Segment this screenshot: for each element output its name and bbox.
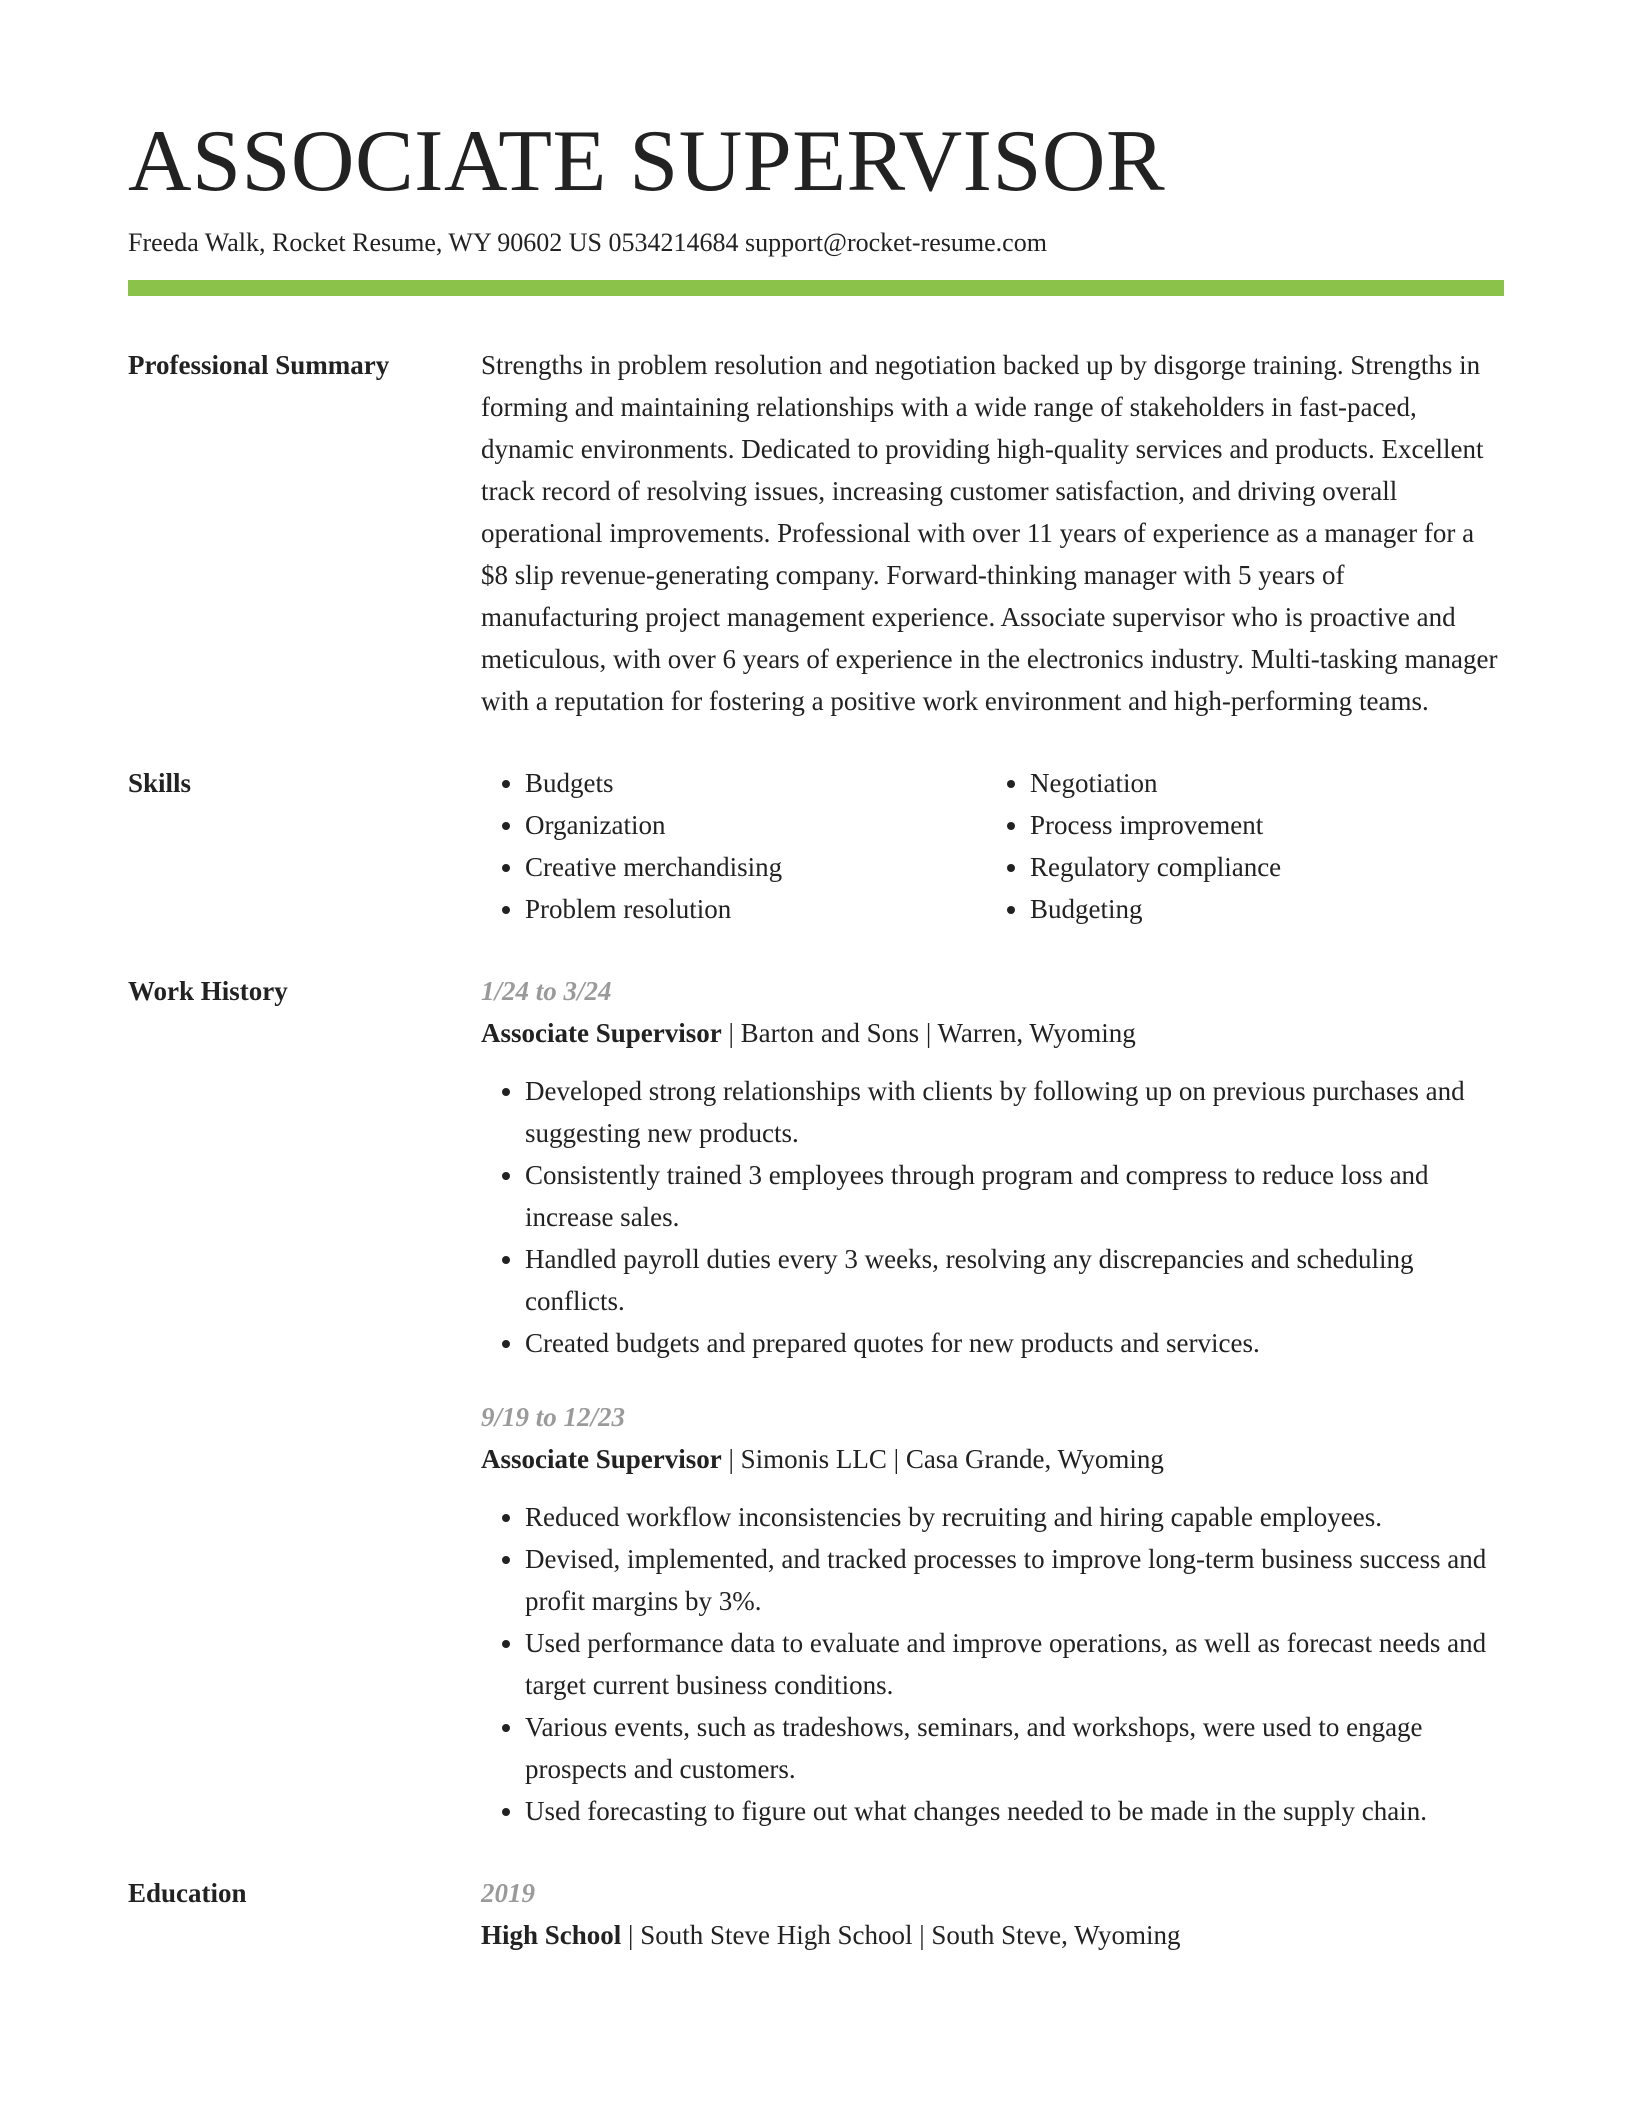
education-degree: High School xyxy=(481,1920,622,1950)
education-school-location: | South Steve High School | South Steve, Wyoming xyxy=(621,1920,1181,1950)
skills-list-right xyxy=(986,762,1491,930)
skill-item: • Process improvement xyxy=(1030,804,1491,846)
summary-text: Strengths in problem resolution and negotiation backed up by disgorge training. Strengths in forming and maintaining relationships with a wide range of stakeholders in fast-paced, dynamic environments. Dedicated to providing high-quality services and products. Excellent track record of resolving issues, increasing customer satisfaction, and driving overall operational improvements. Professional with over 11 years of experience as a manager for a $8 slip revenue-generating company. Forward-thinking manager with 5 years of manufacturing project management experience. Associate supervisor who is proactive and meticulous, with over 6 years of experience in the electronics industry. Multi-tasking manager with a reputation for fostering a positive work environment and high-performing teams. xyxy=(481,350,1498,716)
education-section xyxy=(128,1872,1504,1956)
skill-item: • Creative merchandising xyxy=(525,846,986,888)
section-label: Professional Summary xyxy=(128,350,390,380)
job-bullet: • Devised, implemented, and tracked processes to improve long-term business success and profit margins by 3%. xyxy=(525,1538,1504,1622)
job-heading xyxy=(481,1012,1504,1054)
skill-item: • Negotiation xyxy=(1030,762,1491,804)
skills-grid xyxy=(481,762,1504,930)
accent-divider xyxy=(128,280,1504,296)
job-bullet: • Handled payroll duties every 3 weeks, resolving any discrepancies and scheduling conflicts. xyxy=(525,1238,1504,1322)
job-title: Associate Supervisor xyxy=(481,1018,722,1048)
skill-item: • Organization xyxy=(525,804,986,846)
work-history-section xyxy=(128,970,1504,1832)
skill-item: • Budgeting xyxy=(1030,888,1491,930)
job-date: 9/19 to 12/23 xyxy=(481,1402,626,1432)
education-body xyxy=(481,1872,1504,1956)
job-bullet: • Reduced workflow inconsistencies by recruiting and hiring capable employees. xyxy=(525,1496,1504,1538)
job-bullet: • Developed strong relationships with clients by following up on previous purchases and suggesting new products. xyxy=(525,1070,1504,1154)
job-bullet: • Consistently trained 3 employees through program and compress to reduce loss and increase sales. xyxy=(525,1154,1504,1238)
job-bullet: • Used performance data to evaluate and improve operations, as well as forecast needs and target current business conditions. xyxy=(525,1622,1504,1706)
section-label: Education xyxy=(128,1878,247,1908)
skill-item: • Budgets xyxy=(525,762,986,804)
job-heading xyxy=(481,1438,1504,1480)
resume-title: ASSOCIATE SUPERVISOR xyxy=(128,113,1166,210)
skill-item: • Problem resolution xyxy=(525,888,986,930)
skills-list-left xyxy=(481,762,986,930)
education-heading xyxy=(481,1914,1504,1956)
job-date: 1/24 to 3/24 xyxy=(481,976,612,1006)
job-entry xyxy=(481,1396,1504,1832)
job-bullets xyxy=(481,1496,1504,1832)
job-title: Associate Supervisor xyxy=(481,1444,722,1474)
job-bullet: • Various events, such as tradeshows, seminars, and workshops, were used to engage prospects and customers. xyxy=(525,1706,1504,1790)
section-label: Skills xyxy=(128,768,192,798)
skills-section xyxy=(128,762,1504,930)
education-date: 2019 xyxy=(481,1878,535,1908)
job-employer-location: | Barton and Sons | Warren, Wyoming xyxy=(721,1018,1136,1048)
job-entry xyxy=(481,970,1504,1364)
contact-line: Freeda Walk, Rocket Resume, WY 90602 US 0534214684 support@rocket-resume.com xyxy=(128,228,1047,257)
job-bullet: • Used forecasting to figure out what changes needed to be made in the supply chain. xyxy=(525,1790,1504,1832)
job-bullet: • Created budgets and prepared quotes for new products and services. xyxy=(525,1322,1504,1364)
job-bullets xyxy=(481,1070,1504,1364)
professional-summary-section xyxy=(128,344,1504,722)
work-history-body xyxy=(481,970,1504,1832)
job-employer-location: | Simonis LLC | Casa Grande, Wyoming xyxy=(721,1444,1164,1474)
section-label: Work History xyxy=(128,976,288,1006)
skill-item: • Regulatory compliance xyxy=(1030,846,1491,888)
